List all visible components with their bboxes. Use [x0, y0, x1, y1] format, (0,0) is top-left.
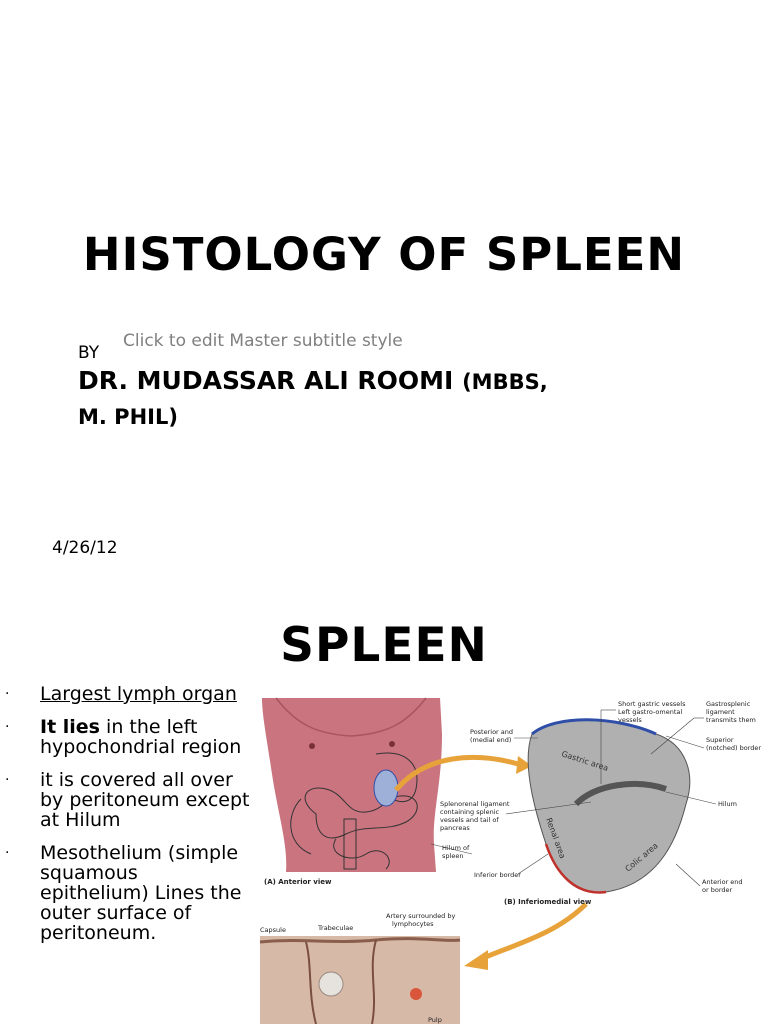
content-slide [0, 590, 768, 1024]
tissue-block [260, 936, 460, 1024]
bullet-list [0, 684, 250, 956]
label-anterior-end: Anterior end [702, 878, 743, 886]
bullet-dot-icon: · [5, 686, 10, 702]
spleen-shape [528, 720, 690, 893]
label-gastrosplenic-2: ligament [706, 708, 735, 716]
by-label: BY [78, 343, 100, 363]
label-inferior-border: Inferior border [474, 871, 521, 879]
renal-area-label: Renal area [544, 816, 568, 860]
bullet-item [0, 843, 250, 943]
bullet-text: in the left hypochondrial region [40, 716, 242, 758]
author-credentials: (MBBS, [462, 370, 548, 394]
label-splenorenal: Splenorenal ligament [440, 800, 510, 808]
lymphoid-nodule [319, 972, 343, 996]
arrow-to-histology [481, 904, 586, 959]
label-gastrosplenic-3: transmits them [706, 716, 756, 724]
nipple-left [309, 743, 315, 749]
label-posterior: Posterior and [470, 728, 514, 736]
bullet-item [0, 684, 250, 704]
anterior-view-panel [262, 698, 442, 886]
bullet-item [0, 717, 250, 757]
label-artery: Artery surrounded by [386, 912, 456, 920]
bullet-dot-icon: · [5, 845, 10, 861]
label-artery-2: lymphocytes [392, 920, 434, 928]
spleen-figure-svg [256, 694, 768, 1024]
spleen-position [374, 770, 398, 806]
label-superior-2: (notched) border [706, 744, 762, 752]
caption-anterior: (A) Anterior view [264, 878, 332, 886]
author-credentials-cont: M. PHIL) [78, 405, 178, 429]
label-hilum: Hilum [718, 800, 737, 808]
label-trabeculae: Trabeculae [318, 924, 354, 932]
label-hilum-of-spleen: Hilum of [442, 844, 470, 852]
bullet-bold-text: It lies [40, 716, 100, 738]
slide-title: SPLEEN [280, 618, 488, 673]
bullet-text: it is covered all over by peritoneum except at Hilum [40, 769, 250, 831]
gastric-area-label: Gastric area [560, 749, 610, 773]
author-line [78, 364, 678, 434]
histology-panel [260, 912, 460, 1024]
torso-skin [262, 698, 442, 872]
artery-section [410, 988, 422, 1000]
author-name: DR. MUDASSAR ALI ROOMI [78, 366, 454, 395]
slide-date: 4/26/12 [52, 538, 118, 558]
arrowhead-icon [464, 950, 488, 970]
subtitle-placeholder[interactable]: Click to edit Master subtitle style [123, 331, 403, 351]
label-anterior-end-2: or border [702, 886, 733, 894]
bullet-text: Mesothelium (simple squamous epithelium) Lines the outer surface of peritoneum. [40, 842, 242, 944]
label-pulp: Pulp [428, 1016, 442, 1024]
label-gastrosplenic: Gastrosplenic [706, 700, 751, 708]
spleen-anatomy-figure [256, 694, 768, 1024]
inferomedial-view-panel [431, 700, 761, 906]
slide-title: HISTOLOGY OF SPLEEN [82, 228, 686, 281]
label-short-gastric: Short gastric vessels [618, 700, 686, 708]
bullet-text: Largest lymph organ [40, 683, 237, 705]
label-superior: Superior [706, 736, 734, 744]
label-vessels: vessels [618, 716, 642, 724]
bullet-dot-icon: · [5, 772, 10, 788]
label-splenorenal-2: containing splenic [440, 808, 500, 816]
label-capsule: Capsule [260, 926, 286, 934]
label-hilum-of-spleen-2: spleen [442, 852, 464, 860]
label-left-gastro: Left gastro-omental [618, 708, 683, 716]
label-posterior-2: (medial end) [470, 736, 512, 744]
nipple-right [389, 741, 395, 747]
colic-area-label: Colic area [623, 841, 660, 874]
bullet-item [0, 770, 250, 830]
label-splenorenal-4: pancreas [440, 824, 470, 832]
caption-inferomedial: (B) Inferiomedial view [504, 898, 592, 906]
bullet-dot-icon: · [5, 719, 10, 735]
label-splenorenal-3: vessels and tail of [440, 816, 499, 824]
